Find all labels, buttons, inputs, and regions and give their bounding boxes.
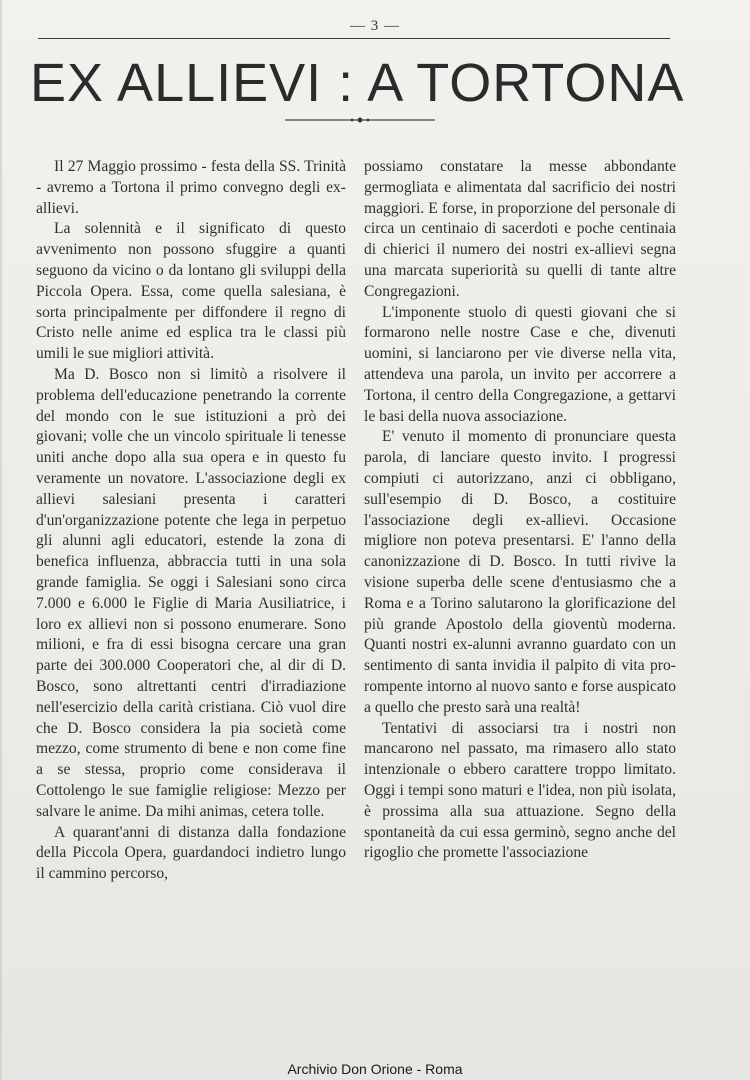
paragraph: possiamo constatare la messe abbondante germogliata e alimentata dal sacrificio dei nostri maggiori. E forse, in proporzione del personale di circa un centinaio di sacerdoti e poche centinaia di chierici il numero dei nostri ex-allievi segna una marcata superiorità su quelli di tante altre Congregazioni.	[364, 158, 676, 300]
title-ornament	[285, 117, 435, 123]
paragraph: L'imponente stuolo di questi giovani che si formarono nelle nostre Case e che, divenuti uomini, si lanciarono per vie diverse nella vita, attendeva una parola, un invito per accorrere a Tortona, il centro della Congregazione, a gettarvi le basi della nuova associazione.	[364, 303, 676, 425]
header-rule	[38, 38, 670, 39]
paragraph: Il 27 Maggio prossimo - festa della SS. Trinità - avremo a Tortona il primo convegno degli ex-allievi.	[36, 158, 346, 217]
archive-footer: Archivio Don Orione - Roma	[287, 1061, 463, 1077]
page-number: — 3 —	[350, 18, 400, 34]
paragraph: A quarant'anni di distanza dalla fondazione della Piccola Opera, guardandoci indietro lungo il cammino percorso,	[36, 823, 346, 883]
article-column-left	[36, 157, 346, 885]
article-title: EX ALLIEVI : A TORTONA	[30, 53, 685, 113]
article-column-right	[364, 157, 676, 864]
paragraph: E' venuto il momento di pronunciare questa parola, di lanciare questo invito. I progressi compiuti ci autorizzano, anzi ci obbligano, sull'esempio di D. Bosco, a costituire l'associazione degli ex-allievi. Occasione migliore non poteva presentarsi. E' l'anno della canonizzazione di D. Bosco. In tutti rivive la visione superba delle scene d'entusiasmo che a Roma e a Torino salutarono la glorificazione del più grande Apostolo della gioventù moderna. Quanti nostri ex-alunni avranno guardato con un sentimento di santa invidia il palpito di vita prorompente intorno al nuovo santo e forse auspicato a quello che presto sarà una realtà!	[364, 428, 676, 716]
paragraph: Ma D. Bosco non si limitò a risolvere il problema dell'educazione penetrando la corrente del mondo con le sue istituzioni a prò dei giovani; volle che un vincolo spirituale li tenesse uniti anche dopo alla sua opera e in questo fu veramente un novatore. L'associazione degli ex allievi salesiani presenta i caratteri d'un'organizzazione potente che lega in perpetuo gli alunni agli educatori, estende la zona di benefica influenza, abbraccia tutti in una sola grande famiglia. Se oggi i Salesiani sono circa 7.000 e 6.000 le Figlie di Maria Ausiliatrice, i loro ex allievi non si possono enumerare. Sono milioni, e fra di essi bisogna cercare una gran parte dei 300.000 Cooperatori che, al dir di D. Bosco, sono altrettanti centri d'irradiazione nell'esercizio della carità cristiana. Ciò vuol dire che D. Bosco considera la pia società come mezzo, come strumento di bene e non come fine a se stessa, proprio come considerava il Cottolengo le sue famiglie religiose: Mezzo per salvare le anime. Da mihi animas, cetera tolle.	[36, 365, 346, 820]
paragraph: La solennità e il significato di questo avvenimento non possono sfuggire a quanti seguono da vicino o da lontano gli sviluppi della Piccola Opera. Essa, come quella salesiana, è sorta principalmente per diffondere il regno di Cristo nelle anime ed esplica tra le classi più umili le sue migliori attività.	[36, 220, 346, 363]
page-edge-shadow	[0, 0, 3, 1080]
paragraph: Tentativi di associarsi tra i nostri non mancarono nel passato, ma rimasero allo stato intenzionale o ebbero carattere troppo limitato. Oggi i tempi sono maturi e l'idea, non più isolata, è prossima alla sua attuazione. Segno della spontaneità da cui essa germinò, segno anche del rigoglio che promette l'associazione	[364, 719, 676, 862]
